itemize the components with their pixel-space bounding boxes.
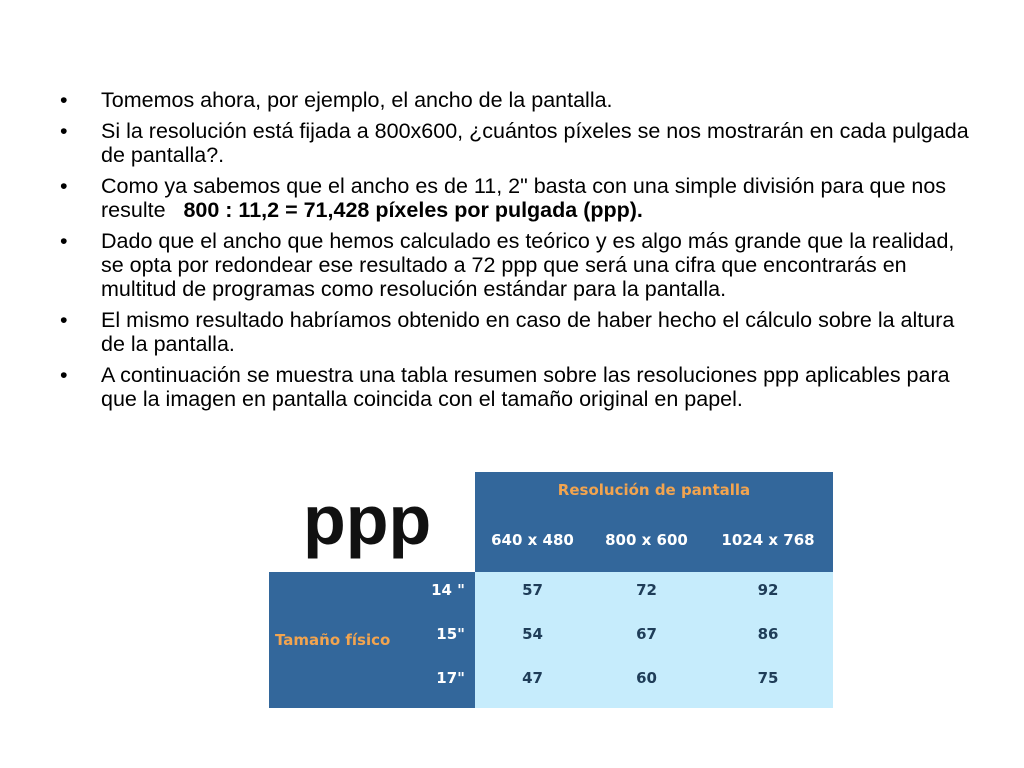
size-15: 15" [436,625,465,643]
bullet-item [60,119,970,167]
bullet-text: El mismo resultado habríamos obtenido en caso de haber hecho el cálculo sobre la altura de la pantalla. [101,308,955,356]
bullet-marker: • [60,363,68,387]
value-cell: 86 [757,625,779,643]
physical-size-label: Tamaño físico [275,631,391,649]
bullet-marker: • [60,308,68,332]
value-cell: 72 [636,581,657,599]
resolution-col-640: 640 x 480 [475,508,590,572]
value-cell: 67 [636,625,657,643]
value-cell: 92 [757,581,779,599]
bullet-list [60,88,970,418]
bullet-marker: • [60,174,68,198]
header-title: Resolución de pantalla [475,472,833,508]
bullet-item [60,174,970,222]
bullet-text: Dado que el ancho que hemos calculado es teórico y es algo más grande que la realidad, se opta por redondear ese resultado a 72 ppp que será una cifra que encontrarás en multitud de programas como resolución estándar para la pantalla. [101,229,955,301]
bullet-text: Como ya sabemos que el ancho es de 11, 2" basta con una simple división para que nos resulte [101,174,953,222]
bullet-item [60,363,970,411]
ppp-logo-text: ppp [303,481,432,559]
bullet-text: A continuación se muestra una tabla resumen sobre las resoluciones ppp aplicables para que la imagen en pantalla coincida con el tamaño original en papel. [101,363,950,411]
bullet-marker: • [60,88,68,112]
bullet-text: Si la resolución está fijada a 800x600, ¿cuántos píxeles se nos mostrarán en cada pulgada de pantalla?. [101,119,969,167]
bullet-item [60,88,970,112]
bullet-marker: • [60,119,68,143]
bullet-text: Tomemos ahora, por ejemplo, el ancho de la pantalla. [101,88,613,112]
value-cell: 57 [522,581,543,599]
size-17: 17" [436,669,465,687]
value-cell: 60 [636,669,657,687]
resolution-col-1024: 1024 x 768 [703,508,833,572]
bullet-item [60,229,970,301]
size-14: 14 " [431,581,465,599]
resolution-col-800: 800 x 600 [590,508,703,572]
ppp-resolution-table [269,472,833,708]
bullet-formula: 800 : 11,2 = 71,428 píxeles por pulgada (ppp). [183,198,643,222]
value-cell: 47 [522,669,543,687]
value-cell: 54 [522,625,543,643]
bullet-marker: • [60,229,68,253]
value-cell: 75 [757,669,779,687]
bullet-item [60,308,970,356]
